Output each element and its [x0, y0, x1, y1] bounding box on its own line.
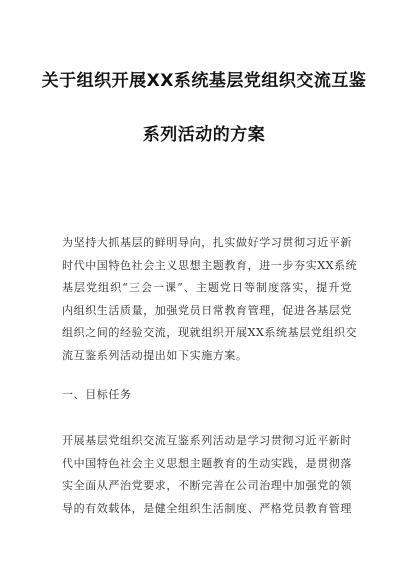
- section-line: 开展基层党组织交流互鉴系列活动是学习贯彻习近平新时: [62, 434, 352, 447]
- intro-line: 流互鉴系列活动提出如下实施方案。: [62, 348, 248, 362]
- document-title-line-1: 关于组织开展XX系统基层党组织交流互鉴: [41, 71, 367, 91]
- intro-line: 组织之间的经验交流，现就组织开展XX系统基层党组织交: [62, 326, 358, 339]
- section-line: 代中国特色社会主义思想主题教育的生动实践，是贯彻落: [62, 456, 352, 470]
- intro-line: 时代中国特色社会主义思想主题教育，进一步夯实XX系统: [62, 258, 358, 272]
- section-paragraph: [62, 430, 352, 520]
- section-line: 导的有效载体，是健全组织生活制度、严格党员教育管理: [62, 501, 352, 515]
- section-line: 实全面从严治党要求，不断完善在公司治理中加强党的领: [62, 479, 352, 492]
- section-heading: 一、目标任务: [62, 388, 132, 401]
- intro-line: 为坚持大抓基层的鲜明导向，扎实做好学习贯彻习近平新: [62, 236, 352, 249]
- intro-line: 内组织生活质量，加强党员日常教育管理，促进各基层党: [62, 303, 352, 317]
- intro-paragraph: [62, 232, 358, 367]
- document-title-line-2: 系列活动的方案: [142, 125, 266, 145]
- intro-line: 基层党组织“三会一课”、主题党日等制度落实，提升党: [62, 281, 352, 294]
